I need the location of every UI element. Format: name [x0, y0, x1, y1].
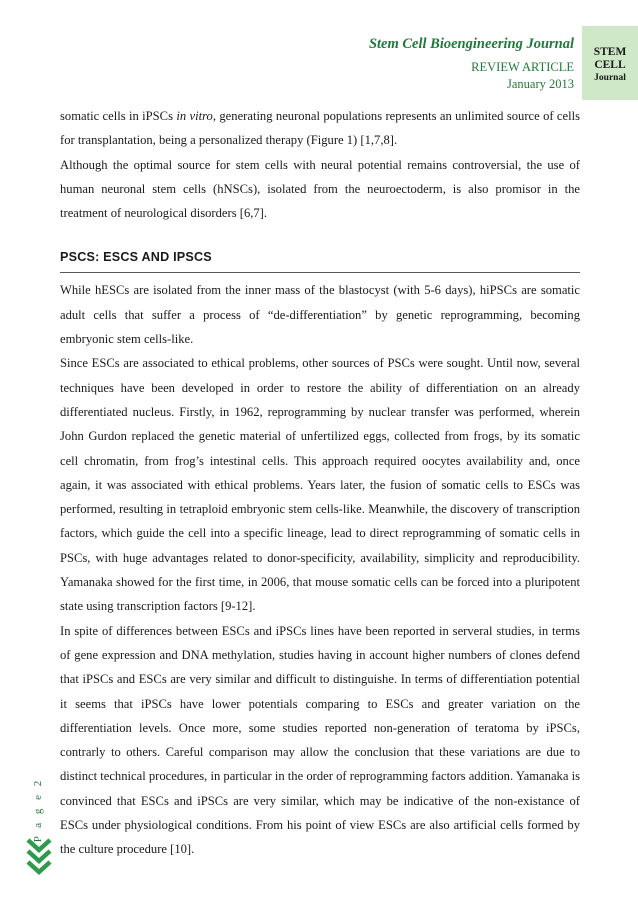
paragraph-3: While hESCs are isolated from the inner mass of the blastocyst (with 5-6 days), hiPSCs are somatic adult cells that suffer a process of “de-differentiation” by genetic reprogramming, becoming embryonic stem cells-like. — [60, 283, 580, 347]
paragraph-1 — [60, 104, 580, 153]
page-number — [28, 778, 48, 842]
double-chevron-down-icon — [26, 836, 52, 876]
badge-line-cell: CELL — [594, 59, 626, 71]
paragraph-4: Since ESCs are associated to ethical problems, other sources of PSCs were sought. Until now, several techniques have been developed in order to restore the ability of differentiation on an already differentiated nucleus. Firstly, in 1962, reprogramming by nuclear transfer was performed, wherein John Gurdon replaced the genetic material of unfertilized eggs, collected from frogs, by its somatic cell chromatin, from frog’s intestinal cells. This approach required oocytes availability and, once again, it was associated with ethical problems. Years later, the fusion of somatic cells to ESCs was performed, resulting in tetraploid embryonic stem cells-like. Meanwhile, the discovery of transcription factors, which guide the cell into a specific lineage, lead to direct reprogramming of somatic cells in PSCs, with huge advantages related to donor-specificity, availability, simplicity and reproducibility. Yamanaka showed for the first time, in 2006, that mouse somatic cells can be forced into a pluripotent state using transcription factors [9-12]. — [60, 356, 580, 614]
page-number-text: P a g e 2 — [32, 777, 44, 843]
paragraph-5: In spite of differences between ESCs and iPSCs lines have been reported in serveral studies, in terms of gene expression and DNA methylation, studies having in account higher numbers of clones defend that iPSCs and ESCs are very similar and difficult to distinguishe. In terms of differentiation potential it seems that iPSCs have lower potentials comparing to ESCs and greater variation on the differentiation levels. Once more, some studies reported non-generation of teratoma by iPSCs, contrarly to others. Careful comparison may allow the conclusion that these variations are due to distinct technical procedures, in particular in the order of reprogramming factors addition. Yamanaka is convinced that ESCs and iPSCs are very similar, which may be indicative of the non-existance of ESCs under physiological conditions. From his point of view ESCs are also artificial cells formed by the culture procedure [10]. — [60, 623, 580, 857]
article-type: REVIEW ARTICLE — [471, 60, 574, 74]
paragraph-2: Although the optimal source for stem cells with neural potential remains controversial, the use of human neuronal stem cells (hNSCs), isolated from the neuroectoderm, is also promisor in the treatment of neurological disorders [6,7]. — [60, 157, 580, 221]
journal-title: Stem Cell Bioengineering Journal — [368, 36, 574, 52]
article-date: January 2013 — [507, 77, 574, 91]
section-heading: PSCS: ESCS AND IPSCS — [60, 250, 212, 265]
paragraph-1-italic: in vitro — [176, 109, 213, 123]
badge-line-stem: STEM — [593, 46, 627, 58]
paragraph-1-start: somatic cells in iPSCs — [60, 109, 177, 123]
section-divider — [60, 272, 580, 273]
article-body — [60, 104, 580, 862]
badge-line-journal: Journal — [594, 73, 626, 83]
paragraph-1-end: , generating neuronal populations represents an unlimited source of cells for transplantation, being a personalized therapy (Figure 1) [1,7,8]. — [60, 109, 581, 148]
journal-badge — [582, 26, 638, 100]
